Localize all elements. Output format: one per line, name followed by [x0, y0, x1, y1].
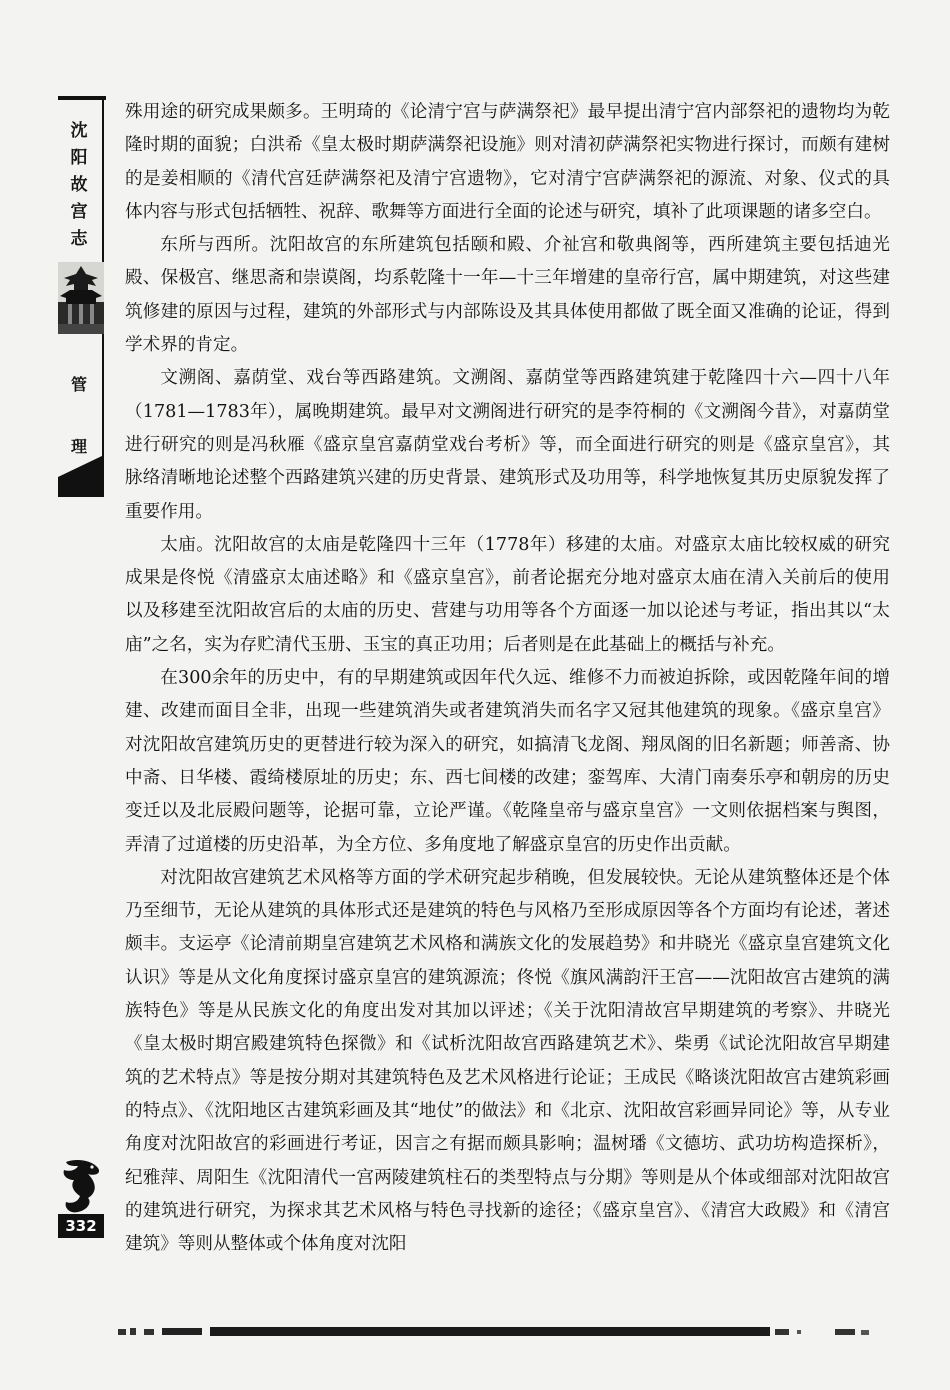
- book-title-char: 志: [70, 229, 88, 249]
- paragraph: 东所与西所。沈阳故宫的东所建筑包括颐和殿、介祉宫和敬典阁等，西所建筑主要包括迪光殿、保极宫、继思斋和崇谟阁，均系乾隆十一年—十三年增建的皇帝行宫，属中期建筑，对这些建筑修建的原因与过程，建筑的外部形式与内部陈设及其具体使用都做了既全面又准确的论证，得到学术界的肯定。: [125, 235, 890, 356]
- book-title-char: 故: [70, 175, 88, 195]
- palace-roof-icon: [58, 262, 104, 334]
- paragraph: 文溯阁、嘉荫堂、戏台等西路建筑。文溯阁、嘉荫堂等西路建筑建于乾隆四十六—四十八年（1781—1783年），属晚期建筑。最早对文溯阁进行研究的是李符桐的《文溯阁今昔》，对嘉荫堂进行研究的则是冯秋雁《盛京皇宫嘉荫堂戏台考析》等，而全面进行研究的则是《盛京皇宫》，其脉络清晰地论述整个西路建筑兴建的历史背景、建筑形式及功用等，科学地恢复其历史原貌发挥了重要作用。: [125, 368, 890, 522]
- sidebar-top-rule: [58, 96, 106, 100]
- sidebar-wedge-decoration: [58, 455, 104, 497]
- page-number: 332: [58, 1214, 104, 1238]
- section-label-char: 理: [70, 437, 87, 456]
- book-title-char: 沈: [70, 121, 88, 141]
- body-text: [125, 96, 890, 1261]
- paragraph: 对沈阳故宫建筑艺术风格等方面的学术研究起步稍晚，但发展较快。无论从建筑整体还是个体乃至细节，无论从建筑的具体形式还是建筑的特色与风格乃至形成原因等各个方面均有论述，著述颇丰。支运亭《论清前期皇宫建筑艺术风格和满族文化的发展趋势》和井晓光《盛京皇宫建筑文化认识》等是从文化角度探讨盛京皇宫的建筑源流；佟悦《旗风满韵汗王宫——沈阳故宫古建筑的满族特色》等是从民族文化的角度出发对其加以评述；《关于沈阳清故宫早期建筑的考察》、井晓光《皇太极时期宫殿建筑特色探微》和《试析沈阳故宫西路建筑艺术》、柴勇《试论沈阳故宫早期建筑的艺术特点》等是按分期对其建筑特色及艺术风格进行论证；王成民《略谈沈阳故宫古建筑彩画的特点》、《沈阳地区古建筑彩画及其“地仗”的做法》和《北京、沈阳故宫彩画异同论》等，从专业角度对沈阳故宫的彩画进行考证，因言之有据而颇具影响；温树璠《文德坊、武功坊构造探析》，纪雅萍、周阳生《沈阳清代一宫两陵建筑柱石的类型特点与分期》等则是从个体或细部对沈阳故宫的建筑进行研究，为探求其艺术风格与特色寻找新的途径；《盛京皇宫》、《清宫大政殿》和《清宫建筑》等则从整体或个体角度对沈阳: [125, 867, 890, 1255]
- paragraph: 在300余年的历史中，有的早期建筑或因年代久远、维修不力而被迫拆除，或因乾隆年间的增建、改建而面目全非，出现一些建筑消失或者建筑消失而名字又冠其他建筑的现象。《盛京皇宫》对沈阳故宫建筑历史的更替进行较为深入的研究，如搞清飞龙阁、翔凤阁的旧名新题；师善斋、协中斋、日华楼、霞绮楼原址的历史；东、西七间楼的改建；銮驾库、大清门南奏乐亭和朝房的历史变迁以及北辰殿问题等，论据可靠，立论严谨。《乾隆皇帝与盛京皇宫》一文则依据档案与舆图，弄清了过道楼的历史沿革，为全方位、多角度地了解盛京皇宫的历史作出贡献。: [125, 668, 890, 855]
- section-label-char: 管: [70, 375, 87, 394]
- paragraph: 太庙。沈阳故宫的太庙是乾隆四十三年（1778年）移建的太庙。对盛京太庙比较权威的研究成果是佟悦《清盛京太庙述略》和《盛京皇宫》，前者论据充分地对盛京太庙在清入关前后的使用以及移建至沈阳故宫后的太庙的历史、营建与功用等各个方面逐一加以论述与考证，指出其以“太庙”之名，实为存贮清代玉册、玉宝的真正功用；后者则是在此基础上的概括与补充。: [125, 534, 890, 655]
- book-title-char: 阳: [70, 148, 88, 168]
- book-title-vertical: [62, 118, 96, 253]
- scan-edge-bar: [210, 1327, 770, 1336]
- scan-artifact-left: [118, 1327, 208, 1336]
- book-title-char: 宫: [70, 202, 88, 222]
- scan-artifact-right: [775, 1327, 895, 1336]
- paragraph: 殊用途的研究成果颇多。王明琦的《论清宁宫与萨满祭祀》最早提出清宁宫内部祭祀的遗物均为乾隆时期的面貌；白洪希《皇太极时期萨满祭祀设施》则对清初萨满祭祀实物进行探讨，而颇有建树的是姜相顺的《清代宫廷萨满祭祀及清宁宫遗物》，它对清宁宫萨满祭祀的源流、对象、仪式的具体内容与形式包括牺牲、祝辞、歌舞等方面进行全面的论述与研究，填补了此项课题的诸多空白。: [125, 102, 890, 222]
- dragon-ornament-icon: [58, 1158, 104, 1214]
